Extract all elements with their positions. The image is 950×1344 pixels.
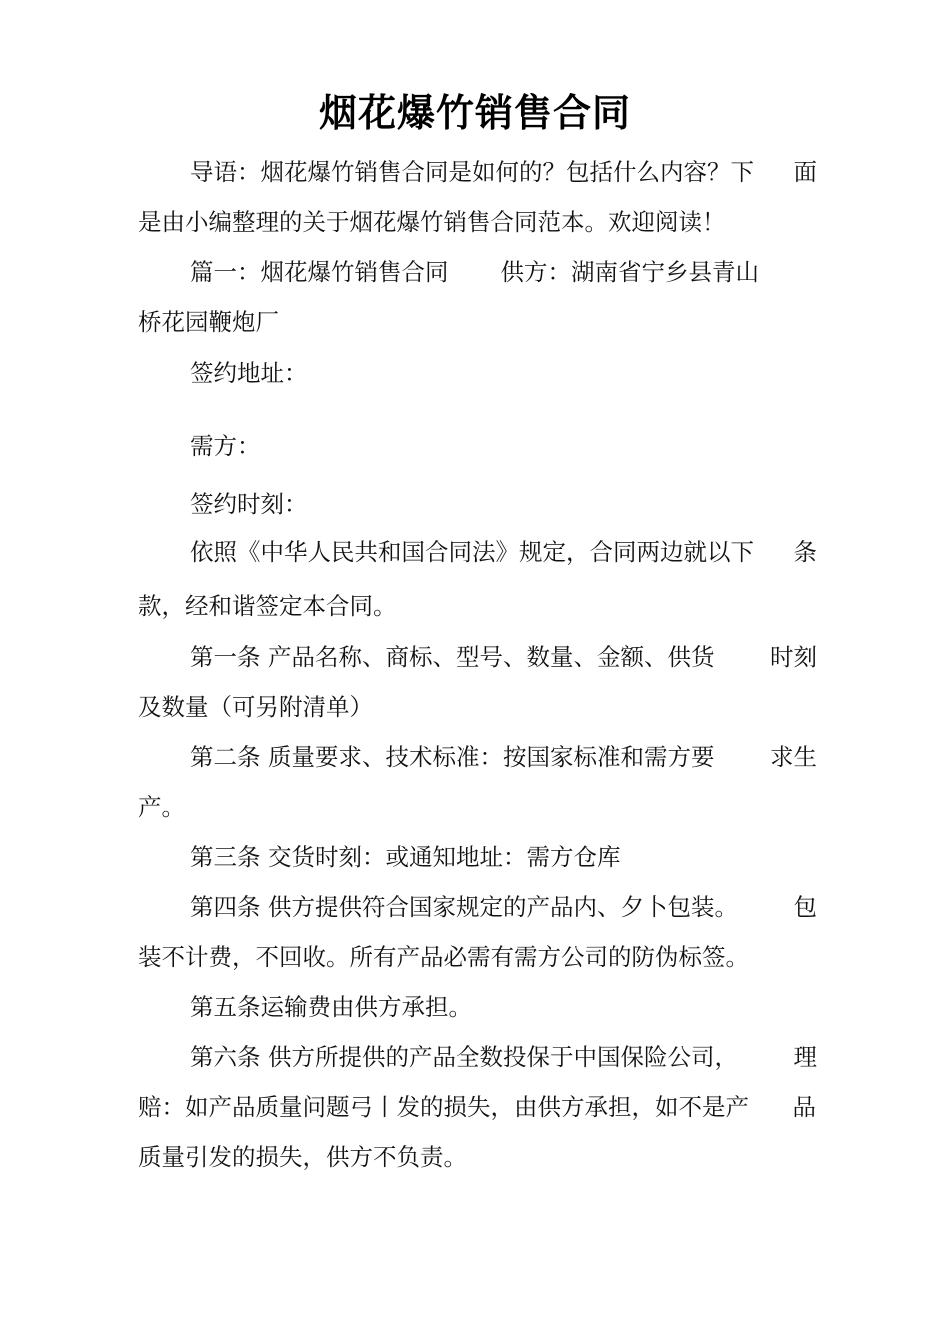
sign-address-field: 签约地址： — [190, 359, 308, 387]
article-2-text-end: 求生 — [770, 743, 817, 771]
article-2-line-1 — [190, 741, 817, 773]
article-6-text-end: 理 — [793, 1043, 817, 1071]
article-1-text: 第一条 产品名称、商标、型号、数量、金额、供货 — [190, 643, 715, 671]
article-6-text-2-end: 品 — [792, 1093, 816, 1121]
buyer-field: 需方： — [190, 432, 261, 460]
intro-text-end: 面 — [793, 158, 817, 186]
article-2-line-2: 产。 — [138, 793, 185, 821]
intro-line-1 — [190, 156, 817, 188]
article-6-text-2: 赔：如产品质量问题弓丨发的损失，由供方承担，如不是产 — [138, 1093, 749, 1121]
article-6-line-1 — [190, 1041, 817, 1073]
article-6-line-2 — [138, 1091, 816, 1123]
chapter-title: 篇一：烟花爆竹销售合同 — [190, 258, 449, 286]
supplier-continued: 桥花园鞭炮厂 — [138, 308, 279, 336]
article-4-line-2: 装不计费，不回收。所有产品必需有需方公司的防伪标签。 — [138, 943, 749, 971]
supplier-field: 供方：湖南省宁乡县青山 — [500, 258, 759, 286]
sign-time-field: 签约时刻： — [190, 490, 308, 518]
article-6-line-3: 质量引发的损失，供方不负责。 — [138, 1143, 467, 1171]
article-4-text: 第四条 供方提供符合国家规定的产品内、夕卜包装。 — [190, 893, 738, 921]
section-heading — [190, 256, 759, 288]
preamble-text-end: 条 — [793, 538, 817, 566]
preamble-line-2: 款，经和谐签定本合同。 — [138, 592, 397, 620]
article-3-line-1: 第三条 交货时刻：或通知地址：需方仓库 — [190, 843, 621, 871]
article-1-line-1 — [190, 641, 817, 673]
article-1-text-end: 时刻 — [770, 643, 817, 671]
preamble-text: 依照《中华人民共和国合同法》规定，合同两边就以下 — [190, 538, 754, 566]
article-4-text-end: 包 — [793, 893, 817, 921]
intro-text: 导语：烟花爆竹销售合同是如何的？包括什么内容？下 — [190, 158, 754, 186]
intro-line-2: 是由小编整理的关于烟花爆竹销售合同范本。欢迎阅读！ — [138, 208, 726, 236]
article-1-line-2: 及数量（可另附清单） — [138, 693, 373, 721]
article-2-text: 第二条 质量要求、技术标准：按国家标准和需方要 — [190, 743, 715, 771]
document-title: 烟花爆竹销售合同 — [318, 91, 631, 135]
article-4-line-1 — [190, 891, 817, 923]
article-5-line-1: 第五条运输费由供方承担。 — [190, 993, 472, 1021]
article-6-text: 第六条 供方所提供的产品全数投保于中国保险公司， — [190, 1043, 738, 1071]
preamble-line-1 — [190, 536, 817, 568]
